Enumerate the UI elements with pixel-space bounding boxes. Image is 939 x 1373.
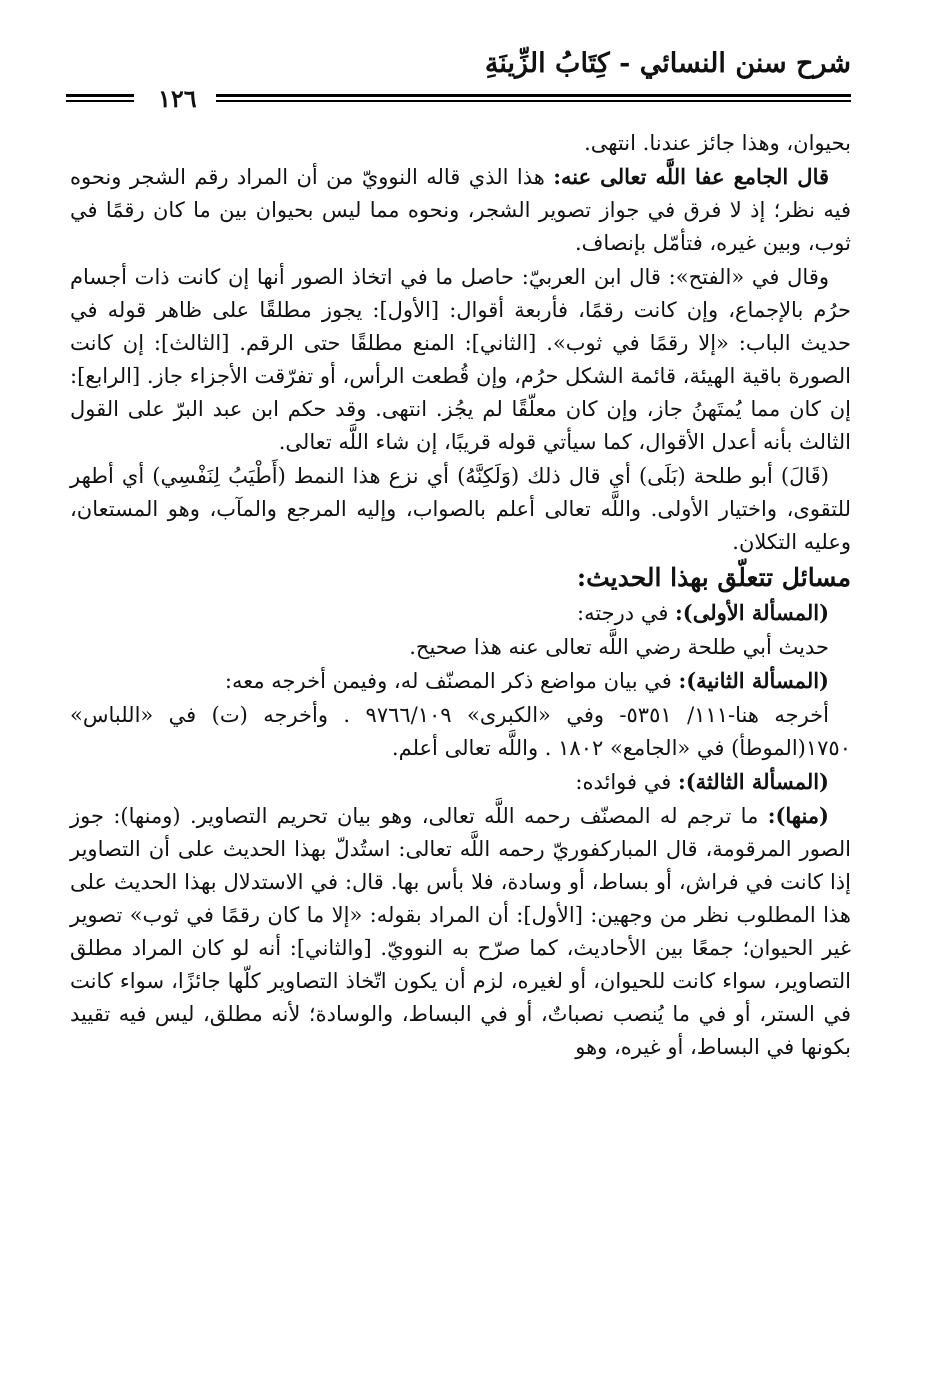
header-rule	[66, 94, 134, 97]
issue-text: ما ترجم له المصنّف رحمه اللَّه تعالى، وهو بيان تحريم التصاوير. (ومنها): جوز الصور المرقومة، قال المباركفوريّ رحمه اللَّه تعالى: استُدلّ بهذا الحديث على أن التصاوير إذا كانت في فراش، أو بساط، أو وسادة، فلا بأس بها. قال: في الاستدلال بهذا الحديث على هذا المطلوب نظر من وجهين: [الأول]: أن المراد بقوله: «إلا ما كان رقمًا في ثوب» تصوير غير الحيوان؛ جمعًا بين الأحاديث، كما صرّح به النوويّ. [والثاني]: أنه لو كان المراد مطلق التصاوير، سواء كانت للحيوان، أو لغيره، لزم أن يكون اتّخاذ التصاوير كلّها جائزًا، سواء كانت في الستر، أو في ما يُنصب نصباتٌ، أو في البساط، والوسادة؛ لأنه مطلق، ليس فيه تقييد بكونها في البساط، أو غيره، وهو	[70, 804, 851, 1059]
header-rule	[216, 94, 851, 97]
issue-text: في فوائده:	[575, 770, 678, 794]
paragraph-text: هذا الذي قاله النوويّ من أن المراد رقم الشجر ونحوه فيه نظر؛ إذ لا فرق في جواز تصوير الشجر، ونحوه مما ليس بحيوان بين ما كان رقمًا في ثوب، وبين غيره، فتأمّل بإنصاف.	[70, 165, 851, 255]
issue-text: أخرجه هنا-١١١/ ٥٣٥١- وفي «الكبرى» ٩٧٦٦/١٠٩ . وأخرجه (ت) في «اللباس» ١٧٥٠(الموطأ) في «الجامع» ١٨٠٢ . واللَّه تعالى أعلم.	[70, 703, 851, 760]
issue-paragraph	[70, 664, 851, 698]
issue-lead: (المسألة الثانية):	[678, 668, 829, 693]
paragraph-lead: قال الجامع عفا اللَّه تعالى عنه:	[553, 164, 830, 189]
body-text	[70, 126, 851, 1064]
issue-text: حديث أبي طلحة رضي اللَّه تعالى عنه هذا صحيح.	[409, 635, 829, 659]
page-number: ١٢٦	[158, 84, 197, 113]
running-title: شرح سنن النسائي - كِتَابُ الزِّينَةِ	[484, 48, 851, 79]
page-header	[66, 48, 851, 113]
issue-lead: (المسألة الثالثة):	[677, 769, 829, 794]
paragraph	[70, 459, 851, 559]
header-rule	[216, 100, 851, 102]
paragraph	[70, 126, 851, 160]
issue-lead: (المسألة الأولى):	[675, 600, 829, 625]
issue-paragraph	[70, 799, 851, 1064]
paragraph	[70, 260, 851, 459]
issue-paragraph	[70, 596, 851, 630]
section-heading: مسائل تتعلّق بهذا الحديث:	[576, 563, 851, 592]
issue-text: في بيان مواضع ذكر المصنّف له، وفيمن أخرجه معه:	[224, 669, 679, 693]
paragraph-text: وقال في «الفتح»: قال ابن العربيّ: حاصل ما في اتخاذ الصور أنها إن كانت ذات أجسام حرُم بالإجماع، وإن كانت رقمًا، فأربعة أقوال: [الأول]: يجوز مطلقًا على ظاهر قوله في حديث الباب: «إلا رقمًا في ثوب». [الثاني]: المنع مطلقًا حتى الرقم. [الثالث]: إن كانت الصورة باقية الهيئة، قائمة الشكل حرُم، وإن قُطعت الرأس، أو تفرّقت الأجزاء جاز. [الرابع]: إن كان مما يُمتَهنُ جاز، وإن كان معلّقًا لم يجُز. انتهى. وقد حكم ابن عبد البرّ على القول الثالث بأنه أعدل الأقوال، كما سيأتي قوله قريبًا، إن شاء اللَّه تعالى.	[70, 265, 851, 454]
paragraph-text: بحيوان، وهذا جائز عندنا. انتهى.	[584, 131, 851, 155]
paragraph-text: (قَالَ) أبو طلحة (بَلَى) أي قال ذلك (وَلَكِنَّهُ) أي نزع هذا النمط (أَطْيَبُ لِنَفْسِي) أي أطهر للتقوى، واختيار الأولى. واللَّه تعالى أعلم بالصواب، وإليه المرجع والمآب، وهو المستعان، وعليه التكلان.	[70, 464, 851, 554]
issue-paragraph	[70, 630, 851, 664]
issue-lead: (منها):	[767, 803, 829, 828]
issue-text: في درجته:	[577, 601, 676, 625]
issue-paragraph	[70, 698, 851, 765]
paragraph	[70, 160, 851, 260]
header-rule	[66, 100, 134, 102]
issue-paragraph	[70, 765, 851, 799]
